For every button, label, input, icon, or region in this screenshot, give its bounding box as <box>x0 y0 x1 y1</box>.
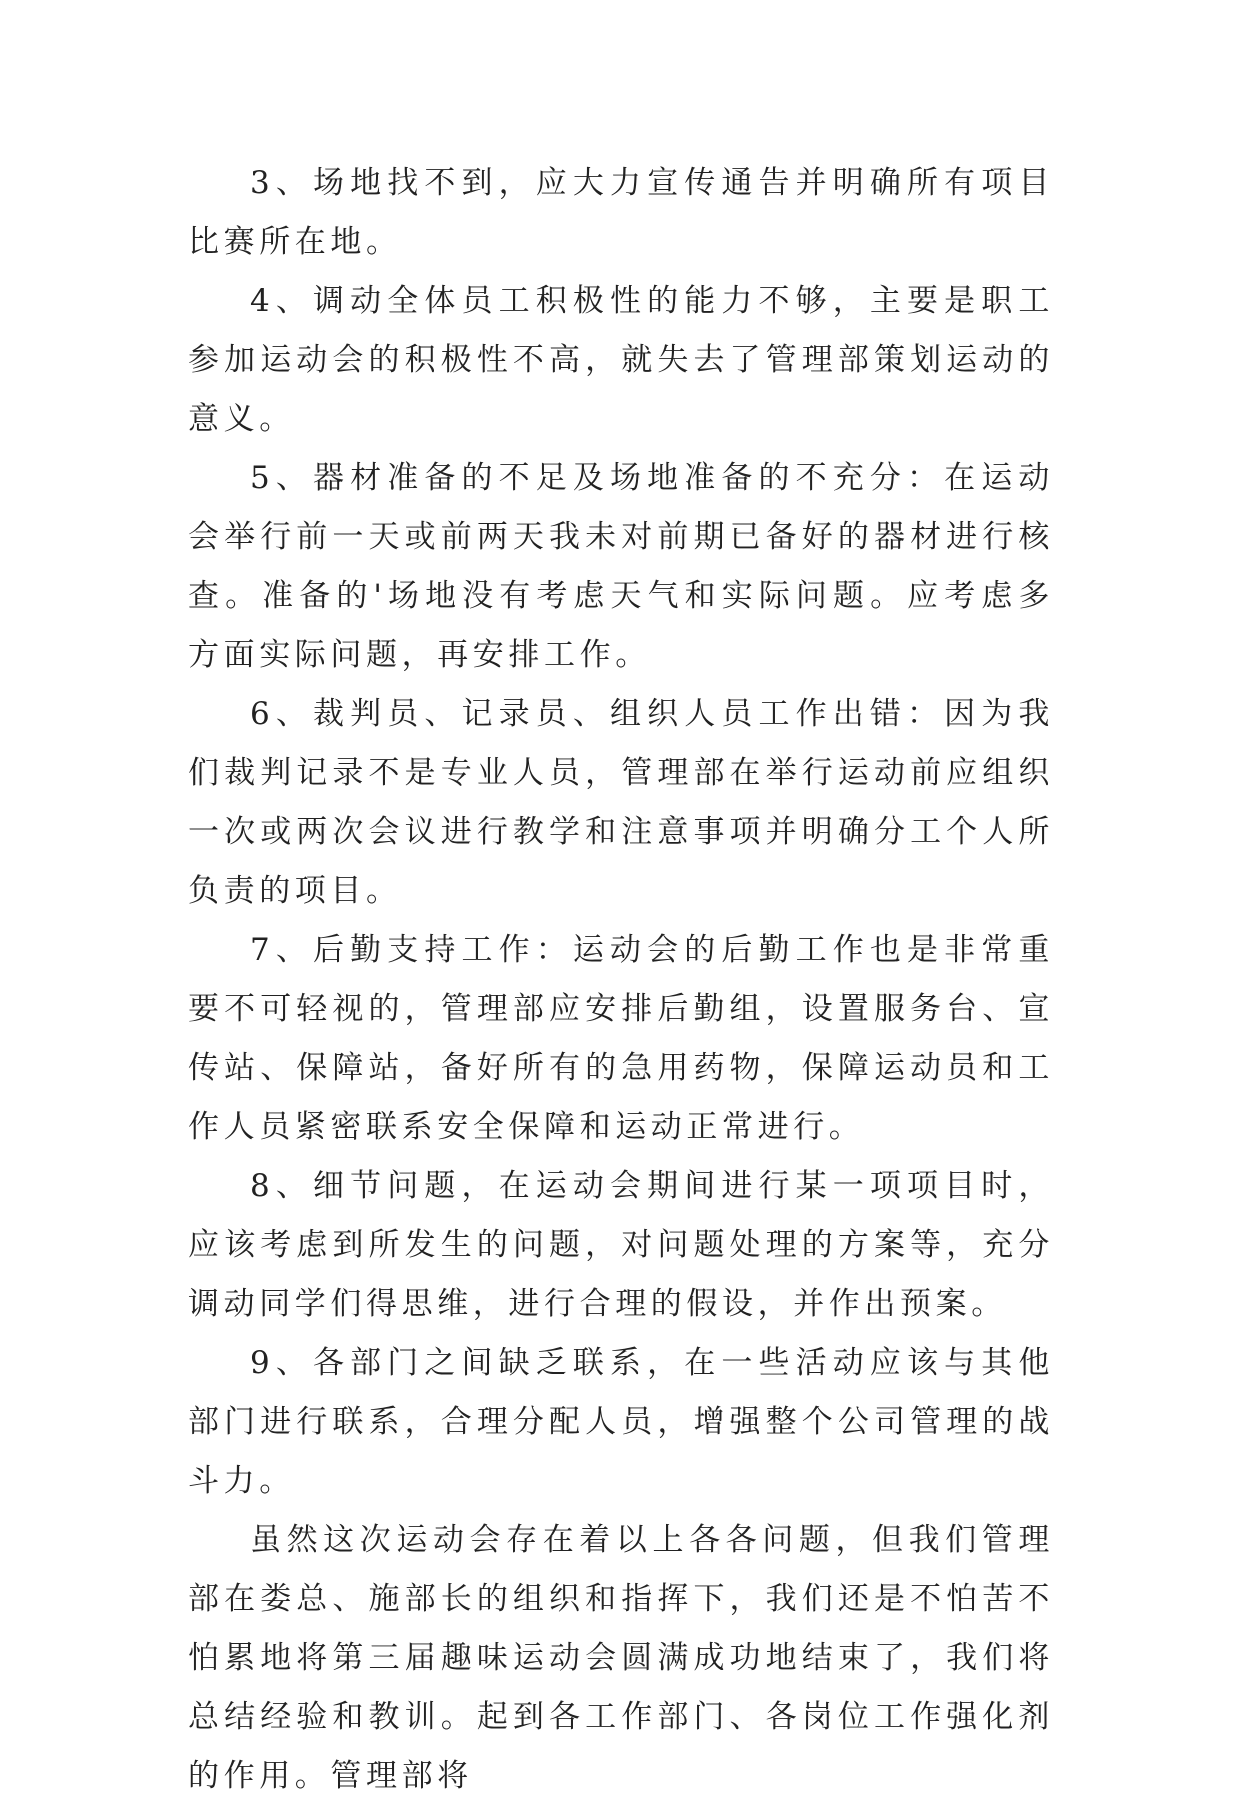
paragraph-item-4: 4、调动全体员工积极性的能力不够，主要是职工参加运动会的积极性不高，就失去了管理部策划运动的意义。 <box>188 283 1054 437</box>
paragraph-item-9: 9、各部门之间缺乏联系，在一些活动应该与其他部门进行联系，合理分配人员，增强整个公司管理的战斗力。 <box>188 1345 1054 1499</box>
paragraph-item-3: 3、场地找不到，应大力宣传通告并明确所有项目比赛所在地。 <box>188 165 1054 260</box>
paragraph-item-7: 7、后勤支持工作：运动会的后勤工作也是非常重要不可轻视的，管理部应安排后勤组，设置服务台、宣传站、保障站，备好所有的急用药物，保障运动员和工作人员紧密联系安全保障和运动正常进行。 <box>188 932 1054 1145</box>
paragraph-item-6: 6、裁判员、记录员、组织人员工作出错：因为我们裁判记录不是专业人员，管理部在举行运动前应组织一次或两次会议进行教学和注意事项并明确分工个人所负责的项目。 <box>188 696 1054 909</box>
paragraph-summary: 虽然这次运动会存在着以上各各问题，但我们管理部在娄总、施部长的组织和指挥下，我们还是不怕苦不怕累地将第三届趣味运动会圆满成功地结束了，我们将总结经验和教训。起到各工作部门、各岗位工作强化剂的作用。管理部将 <box>188 1522 1054 1794</box>
paragraph-item-5: 5、器材准备的不足及场地准备的不充分：在运动会举行前一天或前两天我未对前期已备好的器材进行核查。准备的'场地没有考虑天气和实际问题。应考虑多方面实际问题，再安排工作。 <box>188 460 1054 673</box>
document-page <box>188 154 1054 1806</box>
paragraph-item-8: 8、细节问题，在运动会期间进行某一项项目时，应该考虑到所发生的问题，对问题处理的方案等，充分调动同学们得思维，进行合理的假设，并作出预案。 <box>188 1168 1054 1322</box>
